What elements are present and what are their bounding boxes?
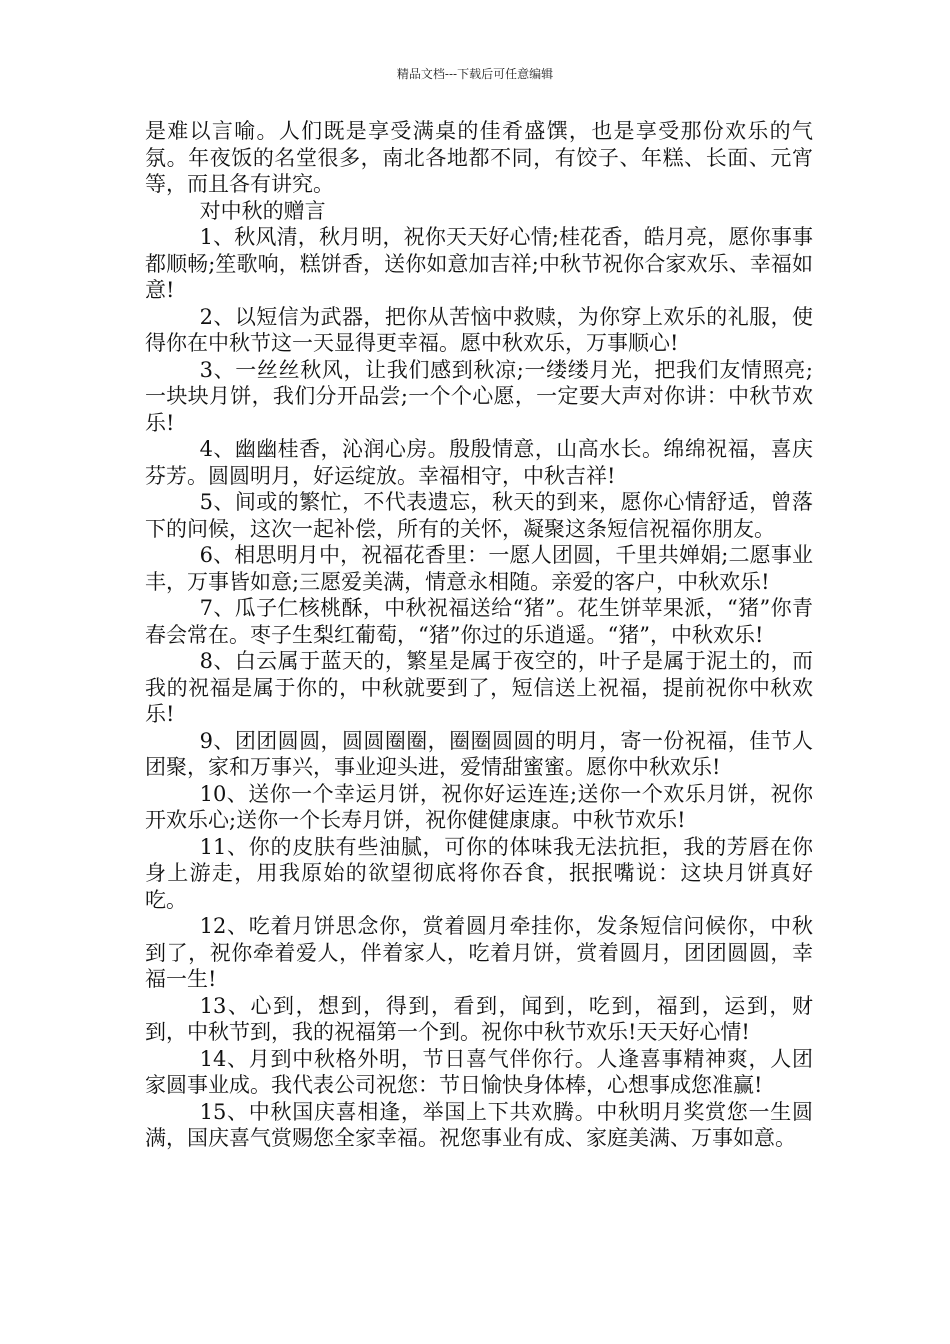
list-item: 15、中秋国庆喜相逢，举国上下共欢腾。中秋明月奖赏您一生圆满，国庆喜气赏赐您全家幸福。祝您事业有成、家庭美满、万事如意。: [145, 1099, 813, 1150]
document-body: [145, 118, 813, 1152]
list-item: 6、相思明月中，祝福花香里：一愿人团圆，千里共婵娟;二愿事业丰，万事皆如意;三愿爱美满，情意永相随。亲爱的客户，中秋欢乐!: [145, 543, 813, 594]
list-item: 2、以短信为武器，把你从苦恼中救赎，为你穿上欢乐的礼服，使得你在中秋节这一天显得更幸福。愿中秋欢乐，万事顺心!: [145, 304, 813, 355]
list-item: 12、吃着月饼思念你，赏着圆月牵挂你，发条短信问候你，中秋到了，祝你牵着爱人，伴着家人，吃着月饼，赏着圆月，团团圆圆，幸福一生!: [145, 914, 813, 991]
list-item: 10、送你一个幸运月饼，祝你好运连连;送你一个欢乐月饼，祝你开欢乐心;送你一个长寿月饼，祝你健健康康。中秋节欢乐!: [145, 781, 813, 832]
list-item: 3、一丝丝秋风，让我们感到秋凉;一缕缕月光，把我们友情照亮;一块块月饼，我们分开品尝;一个个心愿，一定要大声对你讲：中秋节欢乐!: [145, 357, 813, 435]
list-item: 9、团团圆圆，圆圆圈圈，圈圈圆圆的明月，寄一份祝福，佳节人团聚，家和万事兴，事业迎头进，爱情甜蜜蜜。愿你中秋欢乐!: [145, 728, 813, 779]
paragraph-intro: 是难以言喻。人们既是享受满桌的佳肴盛馔，也是享受那份欢乐的气氛。年夜饭的名堂很多，南北各地都不同，有饺子、年糕、长面、元宵等，而且各有讲究。: [145, 119, 813, 196]
list-item: 1、秋风清，秋月明，祝你天天好心情;桂花香，皓月亮，愿你事事都顺畅;笙歌响，糕饼香，送你如意加吉祥;中秋节祝你合家欢乐、幸福如意!: [145, 225, 813, 302]
list-item: 4、幽幽桂香，沁润心房。殷殷情意，山高水长。绵绵祝福，喜庆芬芳。圆圆明月，好运绽放。幸福相守，中秋吉祥!: [145, 437, 813, 488]
list-item: 5、间或的繁忙，不代表遗忘，秋天的到来，愿你心情舒适，曾落下的问候，这次一起补偿，所有的关怀，凝聚这条短信祝福你朋友。: [145, 490, 813, 541]
section-title: 对中秋的赠言: [199, 198, 326, 223]
list-item: 13、心到，想到，得到，看到，闻到，吃到，福到，运到，财到，中秋节到，我的祝福第一个到。祝你中秋节欢乐!天天好心情!: [145, 993, 813, 1044]
list-item: 14、月到中秋格外明，节日喜气伴你行。人逢喜事精神爽，人团家圆事业成。我代表公司祝您：节日愉快身体棒，心想事成您准赢!: [145, 1046, 813, 1097]
list-item: 11、你的皮肤有些油腻，可你的体味我无法抗拒，我的芳唇在你身上游走，用我原始的欲望彻底将你吞食，抿抿嘴说：这块月饼真好吃。: [145, 834, 813, 912]
page-header: 精品文档---下载后可任意编辑: [396, 67, 554, 81]
list-item: 8、白云属于蓝天的，繁星是属于夜空的，叶子是属于泥土的，而我的祝福是属于你的，中秋就要到了，短信送上祝福，提前祝你中秋欢乐!: [145, 649, 813, 726]
list-item: 7、瓜子仁核桃酥，中秋祝福送给“猪”。花生饼苹果派，“猪”你青春会常在。枣子生梨红葡萄，“猪”你过的乐逍遥。“猪”，中秋欢乐!: [145, 596, 813, 647]
